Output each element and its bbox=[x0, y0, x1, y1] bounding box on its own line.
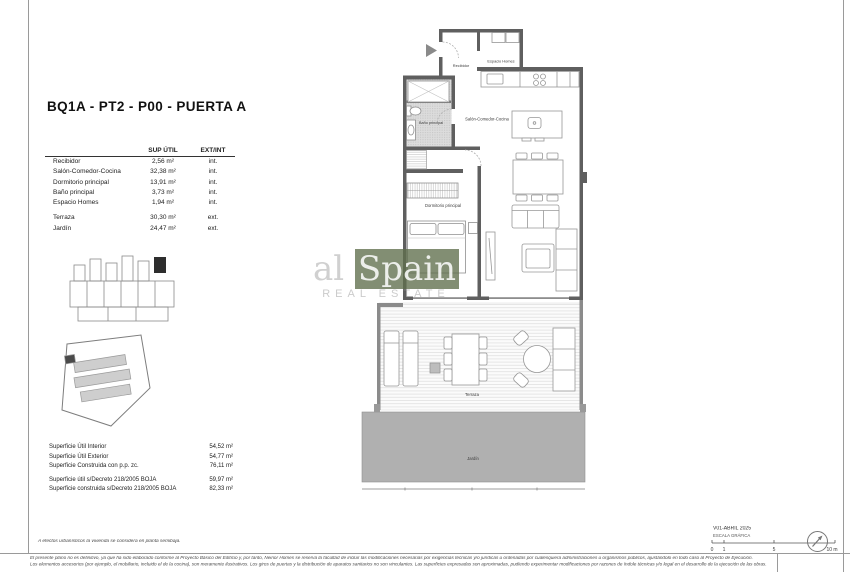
kitchen-sink bbox=[487, 74, 503, 84]
stool bbox=[522, 138, 531, 141]
table-row: Terraza 30,30 m² ext. bbox=[53, 214, 219, 222]
svg-text:5: 5 bbox=[772, 547, 776, 553]
watermark-word: Spain bbox=[355, 249, 459, 289]
table-row: Recibidor 2,56 m² int. bbox=[53, 158, 218, 165]
frame-line-left bbox=[28, 0, 29, 553]
burner bbox=[541, 74, 546, 79]
chair bbox=[479, 369, 487, 381]
summary-row: Superficie útil s/Decreto 218/2005 BOJA 59,97 m² bbox=[49, 476, 233, 483]
pillow bbox=[438, 224, 464, 235]
chair bbox=[547, 195, 558, 201]
svg-text:10 m: 10 m bbox=[826, 547, 838, 553]
page-title: BQ1A - PT2 - P00 - PUERTA A bbox=[47, 99, 247, 114]
area-table-header bbox=[45, 145, 235, 157]
burner bbox=[534, 81, 539, 86]
disclaimer-line-1: El presente plano no es definitivo, ya que ha sido elaborado conforme al Proyecto Básico del Edificio y, por tanto, Neinor Homes se reserva la facultad de incluir las modificaciones necesarias por exigencias técnicas y/o jurídicas u ordenadas por cualesquiera administraciones u organismos públicos, ajustándolo en todo caso al Proyecto de Ejecución. bbox=[30, 556, 753, 561]
watermark: al Spain REAL ESTATE bbox=[296, 251, 476, 300]
watermark-subtitle: REAL ESTATE bbox=[322, 288, 450, 300]
table-row: Jardín 24,47 m² ext. bbox=[53, 224, 219, 232]
chair bbox=[479, 337, 487, 349]
chair bbox=[547, 153, 558, 159]
toilet bbox=[410, 107, 421, 115]
table-row: Dormitorio principal 13,91 m² int. bbox=[53, 178, 218, 186]
stool bbox=[535, 138, 544, 141]
label-recibidor: Recibidor bbox=[452, 63, 470, 68]
version-label: V01-ABRIL 2025 bbox=[713, 526, 752, 532]
summary-row: Superficie construida s/Decreto 218/2005 BOJA 82,33 m² bbox=[49, 486, 233, 492]
key-plan-highlight-unit bbox=[154, 257, 166, 273]
chair bbox=[516, 195, 527, 201]
nightstand bbox=[469, 223, 478, 234]
table-row: Espacio Homes 1,94 m² int. bbox=[53, 199, 218, 207]
label-bano: Baño principal bbox=[418, 121, 444, 125]
chair bbox=[444, 369, 452, 381]
legal-disclaimer bbox=[30, 556, 836, 568]
storage-unit bbox=[407, 151, 427, 170]
chair bbox=[444, 353, 452, 365]
sideboard bbox=[556, 229, 577, 291]
summary-row: Superficie Útil Exterior 54,77 m² bbox=[49, 453, 233, 460]
bath-sink bbox=[408, 125, 414, 135]
table-row: Salón-Comedor-Cocina 32,38 m² int. bbox=[53, 168, 218, 176]
dormitorio-furniture bbox=[407, 183, 478, 273]
sun-lounger bbox=[384, 331, 399, 386]
svg-text:1: 1 bbox=[722, 547, 726, 553]
scale-label: ESCALA GRÁFICA bbox=[713, 534, 751, 539]
label-salon: Salón-Comedor-Cocina bbox=[465, 116, 509, 122]
sofa bbox=[512, 205, 559, 228]
chair bbox=[532, 153, 543, 159]
floor-plan bbox=[355, 8, 590, 500]
summary-row: Superficie Construida con p.p. zc. 76,11 m² bbox=[49, 463, 233, 469]
chair bbox=[444, 337, 452, 349]
round-table bbox=[524, 346, 551, 373]
key-plan-plot bbox=[55, 332, 155, 432]
surface-summary bbox=[49, 443, 233, 495]
chair bbox=[532, 195, 543, 201]
urban-footnote: A efectos urbanísticos la vivienda se considera en planta semibaja. bbox=[38, 539, 181, 544]
disclaimer-line-2: Los elementos accesorios (por ejemplo, el mobiliario, incluido el de la cocina), son meramente ilustrativos. Los giros de puertas y la distribución de aparatos sanitarios no son vinculantes. Las superficies expresadas son aproximadas, pudiendo experimentar modificaciones por razones de índole técnicas y/o legal en el desarrollo de la ejecución de las obras. bbox=[30, 561, 767, 567]
burner bbox=[541, 81, 546, 86]
header-sup-util: SUP ÚTIL bbox=[148, 147, 178, 154]
burner bbox=[534, 74, 539, 79]
dining-table bbox=[513, 160, 563, 194]
table-row: Baño principal 3,73 m² int. bbox=[53, 188, 218, 196]
label-terraza: Terraza bbox=[465, 392, 479, 397]
chair bbox=[516, 153, 527, 159]
frame-line-right bbox=[843, 0, 844, 572]
label-dormitorio: Dormitorio principal bbox=[424, 203, 462, 208]
label-jardin: Jardín bbox=[467, 456, 479, 461]
header-ext-int: EXT/INT bbox=[200, 147, 226, 154]
kitchen bbox=[481, 72, 579, 142]
sun-lounger bbox=[403, 331, 418, 386]
pillow bbox=[410, 224, 436, 235]
side-table bbox=[430, 363, 440, 373]
room-jardin bbox=[362, 412, 585, 491]
entry-arrow-icon bbox=[426, 44, 437, 57]
key-plan-site bbox=[58, 247, 183, 331]
summary-row: Superficie Útil Interior 54,52 m² bbox=[49, 444, 233, 450]
north-arrow-icon bbox=[805, 529, 830, 554]
closet bbox=[492, 33, 519, 43]
bench bbox=[553, 328, 575, 391]
area-table bbox=[45, 145, 235, 234]
chair bbox=[479, 353, 487, 365]
svg-text:0: 0 bbox=[710, 547, 714, 553]
living-furniture bbox=[486, 153, 577, 291]
label-espacio-homes: Espacio Homes bbox=[487, 58, 515, 64]
outdoor-table bbox=[452, 334, 479, 385]
